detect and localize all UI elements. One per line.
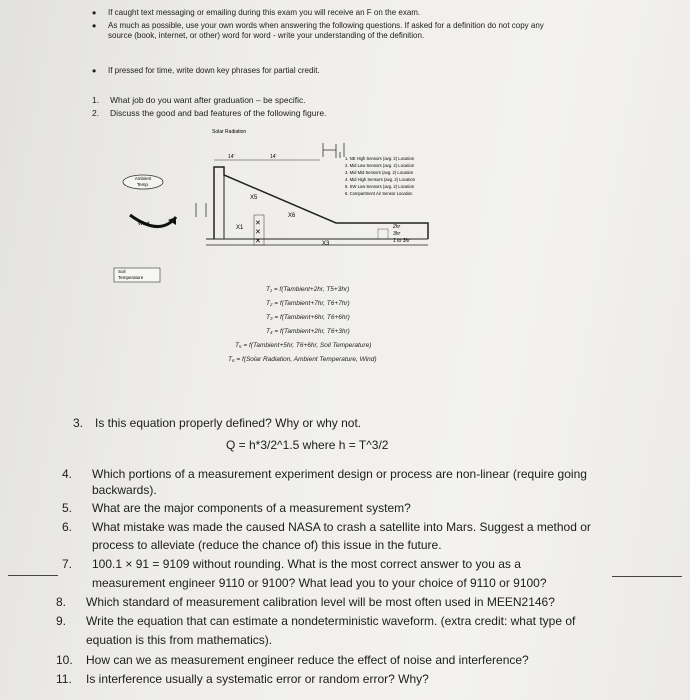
bullet-dot-icon: • [92, 19, 97, 33]
question-text: Write the equation that can estimate a nondeterministic waveform. (extra credit: what type of [86, 614, 576, 628]
ambient-label-line1: Ambient [134, 176, 152, 181]
question-text: Which portions of a measurement experiment design or process are non-linear (require going [92, 467, 587, 481]
sensor-x-mark: ✕ [255, 238, 261, 245]
greenhouse-figure [110, 125, 440, 285]
bullet-text: If pressed for time, write down key phrases for partial credit. [108, 66, 320, 75]
question-text: process to alleviate (reduce the chance of) this issue in the future. [92, 538, 442, 552]
legend-entry: 1. NE High Sensors (avg. 2) Location [345, 156, 415, 161]
ambient-label-line2: Temp. [136, 182, 150, 187]
depth-label: 3hr [393, 231, 401, 237]
soil-label-line1: Soil [118, 269, 126, 274]
equation-t6: T₆ = f(Solar Radiation, Ambient Temperature, Wind) [228, 356, 377, 363]
dimension-label-right: 14' [270, 154, 277, 160]
question-number: 1. [92, 95, 100, 105]
legend-entry: 3. Mid Mid Sensors (avg. 2) Location [345, 170, 414, 175]
equation-t1: T₁ = f(Tambient+2hr, T5+3hr) [266, 286, 350, 293]
question-number: 11. [56, 672, 72, 686]
question-number: 10. [56, 653, 73, 667]
question-text: How can we as measurement engineer reduce the effect of noise and interference? [86, 653, 529, 667]
equation-t2: T₂ = f(Tambient+7hr, T6+7hr) [266, 300, 350, 307]
question-number: 4. [62, 467, 73, 481]
question-3-equation: Q = h*3/2^1.5 where h = T^3/2 [226, 438, 389, 452]
legend-entry: 4. Mid High Sensors (avg. 2) Location [345, 177, 416, 182]
question-text: equation is this from mathematics). [86, 633, 273, 647]
equation-t4: T₄ = f(Tambient+2hr, T6+3hr) [266, 328, 350, 335]
question-number: 6. [62, 520, 73, 534]
question-text: What are the major components of a measurement system? [92, 501, 411, 515]
question-number: 5. [62, 501, 73, 515]
bullet-dot-icon: • [92, 6, 97, 20]
question-number: 8. [56, 595, 67, 609]
sensor-mark-6: X6 [288, 213, 296, 219]
question-number: 7. [62, 557, 73, 571]
question-number: 3. [73, 416, 84, 430]
bullet-dot-icon: • [92, 64, 97, 78]
sensor-mark-5: X5 [250, 195, 258, 201]
equation-t5: T₅ = f(Tambient+5hr, T6+6hr, Soil Temperature) [235, 342, 372, 349]
question-text: Is interference usually a systematic error or random error? Why? [86, 672, 429, 686]
legend-entry: 5. SW Low Sensors (avg. 2) Location [345, 184, 415, 189]
depth-label: 2hr [393, 224, 401, 230]
dimension-label-left: 14' [228, 154, 235, 160]
question-number: 9. [56, 614, 67, 628]
underline-right [612, 576, 682, 577]
equation-t3: T₃ = f(Tambient+6hr, T6+6hr) [266, 314, 350, 321]
question-text: Is this equation properly defined? Why or why not. [95, 416, 362, 430]
legend-entry: 2. Mid Low Sensors (avg. 2) Location [345, 163, 415, 168]
sensor-x-mark: ✕ [255, 229, 261, 236]
question-text: Which standard of measurement calibration level will be most often used in MEEN2146? [86, 595, 555, 609]
sensor-mark-3: X3 [322, 241, 330, 247]
sensor-x-mark: ✕ [255, 220, 261, 227]
bullet-text: If caught text messaging or emailing during this exam you will receive an F on the exam. [108, 8, 421, 17]
bullet-text: As much as possible, use your own words when answering the following questions. If asked for a definition do not copy any source (book, internet, or other) word for word - write your understanding of the definition. [108, 21, 544, 40]
depth-label: 1 to 3hr [393, 238, 410, 244]
underline-left [8, 575, 58, 576]
solar-radiation-label: Solar Radiation [212, 129, 247, 135]
question-text: 100.1 × 91 = 9109 without rounding. What is the most correct answer to you as a [92, 557, 521, 571]
question-text: Discuss the good and bad features of the following figure. [110, 108, 327, 118]
question-text: What job do you want after graduation – be specific. [110, 95, 306, 105]
wind-label: Wind [138, 221, 150, 227]
question-text: measurement engineer 9110 or 9100? What lead you to your choice of 9110 or 9100? [92, 576, 547, 590]
question-text: backwards). [92, 483, 157, 497]
legend-entry: 6. Compartment Air Sensor Location [345, 191, 413, 196]
soil-label-line2: Temperature [118, 275, 144, 280]
wind-arrow-icon [130, 215, 176, 227]
question-number: 2. [92, 108, 100, 118]
depth-marker [378, 229, 388, 239]
handwritten-mark [323, 143, 344, 158]
question-text: What mistake was made the caused NASA to crash a satellite into Mars. Suggest a method or [92, 520, 591, 534]
sensor-mark-1: X1 [236, 225, 244, 231]
